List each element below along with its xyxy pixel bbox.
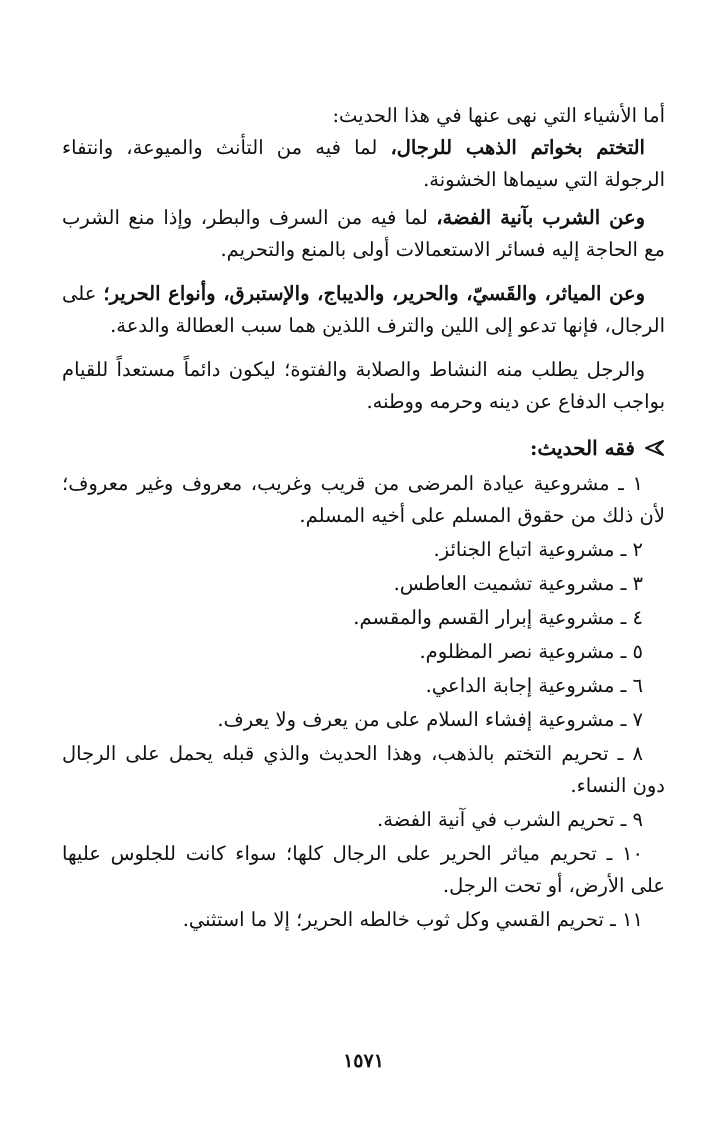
prohibition-paragraph-1	[62, 132, 665, 196]
fiqh-item-4: ٤ ـ مشروعية إبرار القسم والمقسم.	[353, 606, 643, 629]
fiqh-item-10: ١٠ ـ تحريم مياثر الحرير على الرجال كلها؛ سواء كانت للجلوس عليها على الأرض، أو تحت الرجل.	[62, 842, 665, 897]
fiqh-item-1: ١ ـ مشروعية عيادة المرضى من قريب وغريب، معروف وغير معروف؛ لأن ذلك من حقوق المسلم على أخيه المسلم.	[62, 472, 665, 527]
prohibition-3-bold: وعن المياثر، والقَسيّ، والحرير، والديباج، والإستبرق، وأنواع الحرير؛	[103, 282, 645, 305]
fiqh-heading-text: فقه الحديث:	[529, 436, 635, 460]
fiqh-item-9: ٩ ـ تحريم الشرب في آنية الفضة.	[377, 808, 643, 831]
prohibition-paragraph-3	[62, 278, 665, 342]
fiqh-item-8: ٨ ـ تحريم التختم بالذهب، وهذا الحديث والذي قبله يحمل على الرجال دون النساء.	[62, 742, 665, 797]
prohibition-2-text: لما فيه من السرف والبطر، وإذا منع الشرب مع الحاجة إليه فسائر الاستعمالات أولى بالمنع والتحريم.	[62, 206, 665, 261]
prohibition-1-bold: التختم بخواتم الذهب للرجال،	[390, 136, 645, 159]
prohibition-paragraph-2	[62, 202, 665, 266]
fiqh-item-11: ١١ ـ تحريم القسي وكل ثوب خالطه الحرير؛ إلا ما استثني.	[182, 908, 643, 931]
fiqh-section-heading	[62, 432, 665, 464]
prohibition-1-text: لما فيه من التأنث والميوعة، وانتفاء الرجولة التي سيماها الخشونة.	[62, 136, 665, 191]
fiqh-item-5: ٥ ـ مشروعية نصر المظلوم.	[419, 640, 643, 663]
prohibition-2-bold: وعن الشرب بآنية الفضة،	[436, 206, 645, 229]
intro-line: أما الأشياء التي نهى عنها في هذا الحديث:	[332, 104, 665, 127]
prohibition-4-text: والرجل يطلب منه النشاط والصلابة والفتوة؛ ليكون دائماً مستعداً للقيام بواجب الدفاع عن دينه وحرمه ووطنه.	[62, 358, 665, 413]
page-body	[62, 100, 665, 938]
page-number: ١٥٧١	[343, 1050, 384, 1072]
prohibition-3-text: على الرجال، فإنها تدعو إلى اللين والترف اللذين هما سبب العطالة والدعة.	[62, 282, 665, 337]
fiqh-item-2: ٢ ـ مشروعية اتباع الجنائز.	[433, 538, 643, 561]
fiqh-item-7: ٧ ـ مشروعية إفشاء السلام على من يعرف ولا يعرف.	[217, 708, 643, 731]
arrow-left-icon	[643, 439, 665, 457]
fiqh-item-6: ٦ ـ مشروعية إجابة الداعي.	[425, 674, 643, 697]
fiqh-item-3: ٣ ـ مشروعية تشميت العاطس.	[393, 572, 643, 595]
prohibition-paragraph-4	[62, 354, 665, 418]
